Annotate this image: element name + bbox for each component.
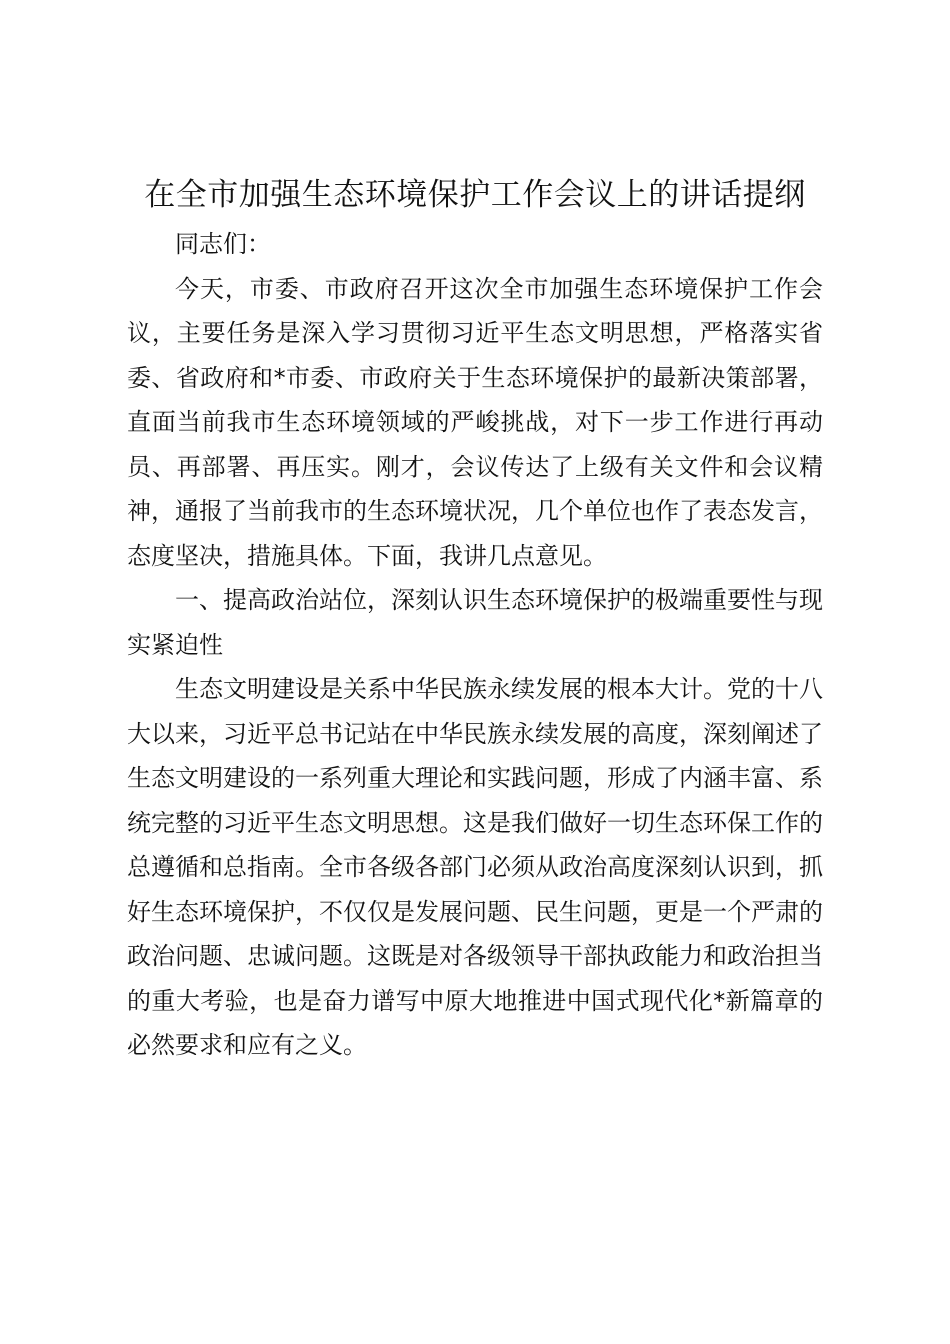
section-1-paragraph: 生态文明建设是关系中华民族永续发展的根本大计。党的十八大以来，习近平总书记站在中华民族永续发展的高度，深刻阐述了生态文明建设的一系列重大理论和实践问题，形成了内涵丰富、系统完整的习近平生态文明思想。这是我们做好一切生态环保工作的总遵循和总指南。全市各级各部门必须从政治高度深刻认识到，抓好生态环境保护，不仅仅是发展问题、民生问题，更是一个严肃的政治问题、忠诚问题。这既是对各级领导干部执政能力和政治担当的重大考验，也是奋力谱写中原大地推进中国式现代化*新篇章的必然要求和应有之义。 (127, 675, 823, 1059)
section-heading-1: 一、提高政治站位，深刻认识生态环境保护的极端重要性与现实紧迫性 (127, 586, 823, 659)
document-title: 在全市加强生态环境保护工作会议上的讲话提纲 (144, 177, 806, 213)
salutation: 同志们： (175, 230, 271, 258)
opening-paragraph: 今天，市委、市政府召开这次全市加强生态环境保护工作会议，主要任务是深入学习贯彻习近平生态文明思想，严格落实省委、省政府和*市委、市政府关于生态环境保护的最新决策部署，直面当前我市生态环境领域的严峻挑战，对下一步工作进行再动员、再部署、再压实。刚才，会议传达了上级有关文件和会议精神，通报了当前我市的生态环境状况，几个单位也作了表态发言，态度坚决，措施具体。下面，我讲几点意见。 (127, 274, 823, 570)
document-body (127, 170, 823, 1068)
